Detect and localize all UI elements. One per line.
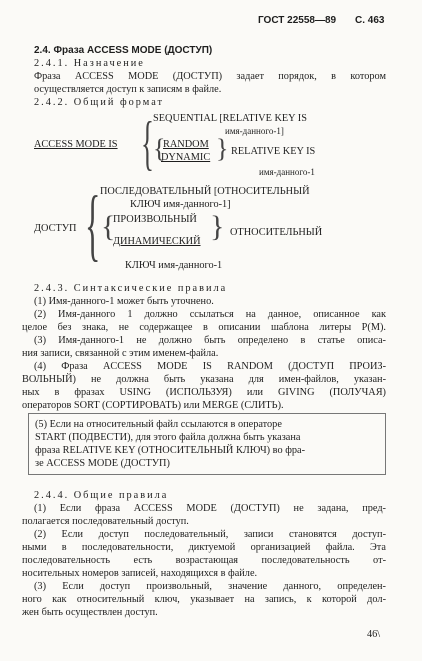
general-rule-line: (1) Если фраза ACCESS MODE (ДОСТУП) не задана, пред- <box>34 503 386 514</box>
format-ru-dynamic: ДИНАМИЧЕСКИЙ <box>113 236 201 247</box>
section-title: 2.4. Фраза ACCESS MODE (ДОСТУП) <box>34 45 213 56</box>
boxed-rule-line: START (ПОДВЕСТИ), для этого файла должна быть указана <box>35 432 301 443</box>
boxed-rule-line: зе ACCESS MODE (ДОСТУП) <box>35 458 170 469</box>
footer-page-mark: 46\ <box>367 629 381 640</box>
header-standard: ГОСТ 22558—89 <box>258 15 337 26</box>
general-rule-line: жен быть осуществлен доступ. <box>22 607 158 618</box>
general-rule-line: носительных номеров записей, находящихся в файле. <box>22 568 258 579</box>
general-rule-line: ного как относительный ключ, указывает на запись, к которой дол- <box>22 594 386 605</box>
syntax-rule-line: (4) Фраза ACCESS MODE IS RANDOM (ДОСТУП ПРОИЗ- <box>34 361 386 372</box>
format-ru-small-brace-close: } <box>210 210 225 243</box>
syntax-rule-line: целое без знака, не содержащее в описании шаблона литеры P(M). <box>22 322 386 333</box>
format-en-small-brace: { <box>153 134 166 163</box>
format-ru-sequential: ПОСЛЕДОВАТЕЛЬНЫЙ [ОТНОСИТЕЛЬНЫЙ <box>100 186 310 197</box>
general-rule-line: (2) Если доступ последовательный, записи становятся доступ- <box>34 529 386 540</box>
format-en-identifier-1: имя-данного-1] <box>225 126 284 136</box>
format-en-big-brace: { <box>141 110 154 176</box>
format-ru-identifier-2: КЛЮЧ имя-данного-1 <box>125 260 223 271</box>
format-en-dynamic: DYNAMIC <box>161 152 211 163</box>
syntax-rule-line: ния записи, связанной с этим именем-файла. <box>22 348 219 359</box>
purpose-line: Фраза ACCESS MODE (ДОСТУП) задает порядок, в котором <box>34 71 386 82</box>
syntax-rule-line: (2) Имя-данного 1 должно ссылаться на данное, описанное как <box>34 309 386 320</box>
syntax-rule-line: ВОЛЬНЫЙ) не должна быть указана для имен-файлов, указан- <box>22 374 386 385</box>
header-page-number: С. 463 <box>355 15 385 26</box>
format-en-identifier-2: имя-даннoго-1 <box>259 167 315 177</box>
subsection-syntax-rules-label: 2.4.3. Синтаксические правила <box>34 283 228 294</box>
purpose-line: осуществляется доступ к записям в файле. <box>34 84 222 95</box>
format-ru-relative: ОТНОСИТЕЛЬНЫЙ <box>230 227 323 238</box>
boxed-rule-line: (5) Если на относительный файл ссылаются в операторе <box>35 419 282 430</box>
format-ru-random: ПРОИЗВОЛЬНЫЙ <box>113 214 197 225</box>
syntax-rule-line: операторов SORT (СОРТИРОВАТЬ) или MERGE (СЛИТЬ). <box>22 400 284 411</box>
subsection-general-rules-label: 2.4.4. Общие правила <box>34 490 169 501</box>
format-ru-identifier-1: КЛЮЧ имя-данного-1] <box>130 199 231 210</box>
boxed-rule-frame <box>28 413 386 475</box>
format-ru-keyword: ДОСТУП <box>34 223 77 234</box>
format-ru-big-brace: { <box>85 181 101 269</box>
format-en-relative-key: RELATIVE KEY IS <box>231 146 316 157</box>
general-rule-line: ными в последовательности, диктуемой организацией файла. Эта <box>22 542 386 553</box>
format-en-sequential: SEQUENTIAL [RELATIVE KEY IS <box>153 113 307 124</box>
format-en-small-brace-close: } <box>216 134 229 163</box>
syntax-rule-line: (3) Имя-данного-1 не должно быть определено в статье описа- <box>34 335 386 346</box>
subsection-general-format-label: 2.4.2. Общий формат <box>34 97 165 108</box>
subsection-purpose-label: 2.4.1. Назначение <box>34 58 145 69</box>
format-ru-small-brace: { <box>101 210 116 243</box>
syntax-rule-line: (1) Имя-данного-1 может быть уточнено. <box>34 296 214 307</box>
format-en-random: RANDOM <box>163 139 209 150</box>
general-rule-line: полагается последовательный доступ. <box>22 516 189 527</box>
format-en-keyword: ACCESS MODE IS <box>34 139 118 150</box>
syntax-rule-line: ных в фразах USING (ИСПОЛЬЗУЯ) или GIVING (ПОЛУЧАЯ) <box>22 387 386 398</box>
general-rule-line: последовательность есть возрастающая последовательность от- <box>22 555 386 566</box>
boxed-rule-line: фраза RELATIVE KEY (ОТНОСИТЕЛЬНЫЙ КЛЮЧ) во фра- <box>35 445 306 456</box>
general-rule-line: (3) Если доступ произвольный, значение данного, определен- <box>34 581 386 592</box>
